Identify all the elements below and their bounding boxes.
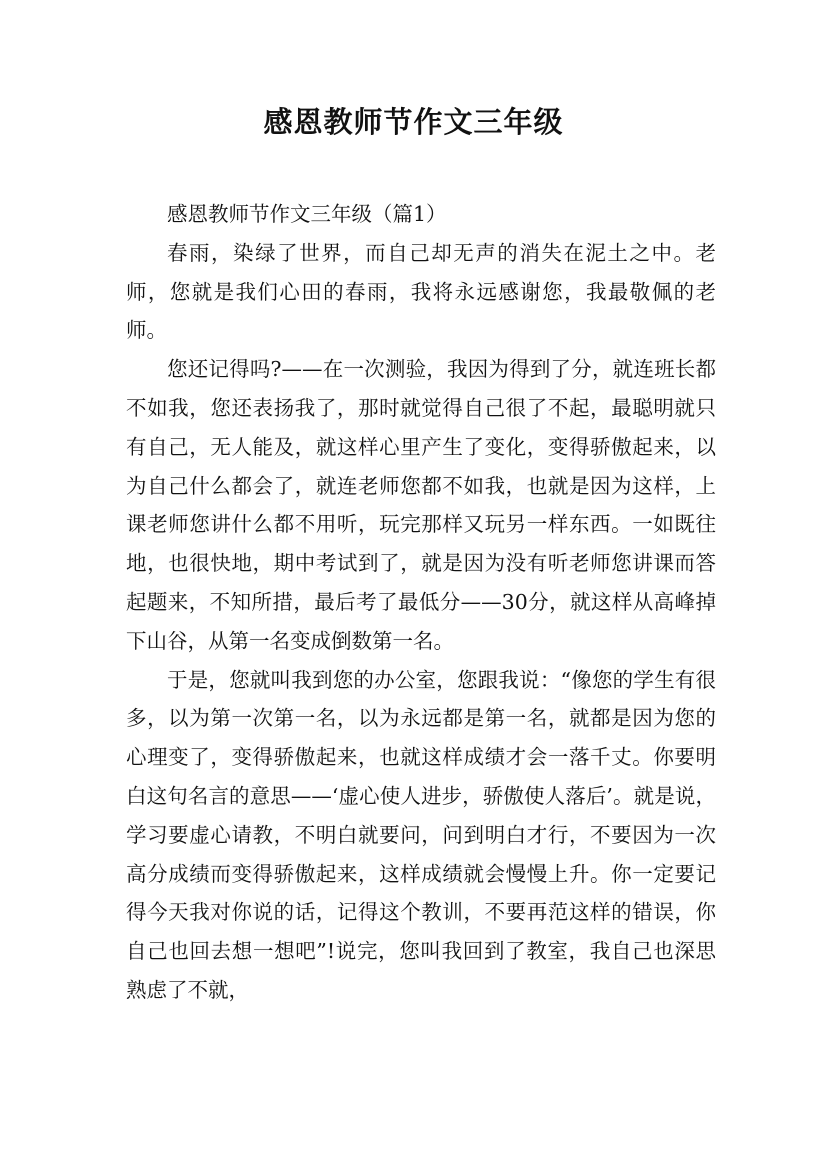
paragraph-1: 春雨，染绿了世界，而自己却无声的消失在泥土之中。老师，您就是我们心田的春雨，我将永远感谢您，我最敬佩的老师。 [126, 240, 716, 343]
document-title: 感恩教师节作文三年级 [263, 105, 564, 139]
document-body [126, 195, 716, 1010]
essay-subheading: 感恩教师节作文三年级（篇1） [167, 202, 447, 226]
paragraph-3: 于是，您就叫我到您的办公室，您跟我说：“像您的学生有很多，以为第一次第一名，以为永远都是第一名，就都是因为您的心理变了，变得骄傲起来，也就这样成绩才会一落千丈。你要明白这句名言的意思——‘虚心使人进步，骄傲使人落后’。就是说，学习要虚心请教，不明白就要问，问到明白才行，不要因为一次高分成绩而变得骄傲起来，这样成绩就会慢慢上升。你一定要记得今天我对你说的话，记得这个教训，不要再范这样的错误，你自己也回去想一想吧”!说完，您叫我回到了教室，我自己也深思熟虑了不就， [126, 667, 716, 1002]
paragraph-2: 您还记得吗?——在一次测验，我因为得到了分，就连班长都不如我，您还表扬我了，那时就觉得自己很了不起，最聪明就只有自己，无人能及，就这样心里产生了变化，变得骄傲起来，以为自己什么都会了，就连老师您都不如我，也就是因为这样，上课老师您讲什么都不用听，玩完那样又玩另一样东西。一如既往地，也很快地，期中考试到了，就是因为没有听老师您讲课而答起题来，不知所措，最后考了最低分——30分，就这样从高峰掉下山谷，从第一名变成倒数第一名。 [126, 357, 716, 653]
